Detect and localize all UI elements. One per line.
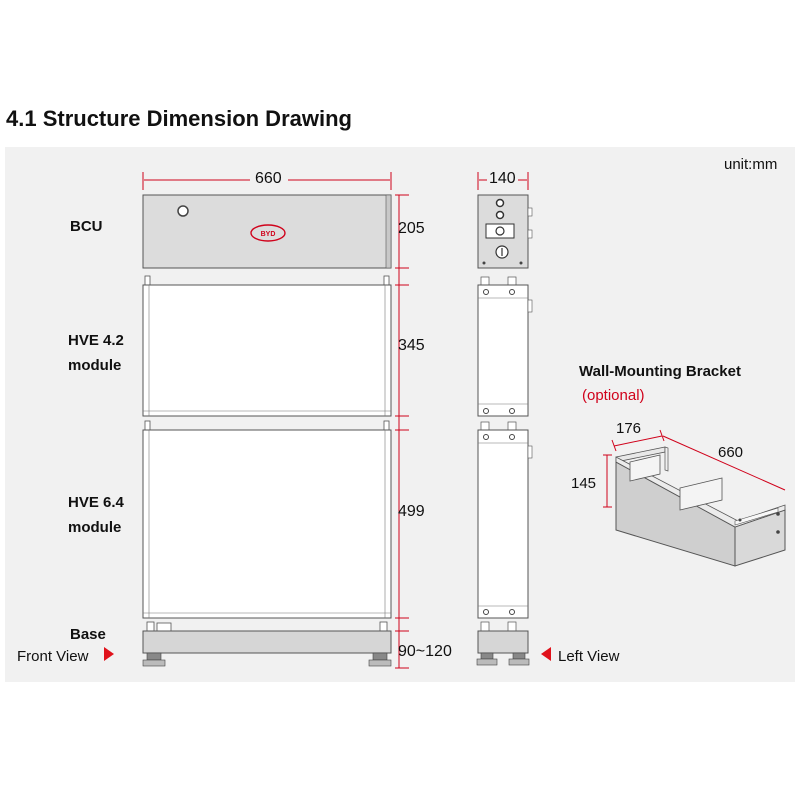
hve42-height-label: 345: [398, 337, 425, 354]
page-title: 4.1 Structure Dimension Drawing: [6, 106, 352, 131]
bcu-front: [143, 195, 391, 268]
unit-label: unit:mm: [724, 156, 778, 173]
bracket-depth-label: 176: [616, 420, 642, 437]
hve42-label: HVE 4.2: [68, 332, 124, 349]
front-width-label: 660: [255, 170, 282, 187]
side-width-label: 140: [489, 170, 516, 187]
hve42-module-label: module: [68, 357, 122, 374]
front-view-label: Front View: [17, 648, 89, 665]
hve64-front: [143, 421, 391, 618]
bracket-subtitle: (optional): [582, 387, 645, 404]
bcu-height-label: 205: [398, 220, 425, 237]
base-side: [477, 622, 529, 665]
byd-logo-text: BYD: [260, 231, 276, 238]
bcu-button-icon: [178, 206, 188, 216]
hve64-side: [478, 422, 532, 618]
hve64-height-label: 499: [398, 503, 425, 520]
front-view-arrow-icon: [104, 647, 114, 661]
base-front: [143, 622, 391, 666]
wall-bracket: [616, 447, 785, 566]
bracket-title: Wall-Mounting Bracket: [579, 363, 741, 380]
base-height-label: 90~120: [398, 643, 452, 660]
bracket-height-label: 145: [571, 475, 597, 492]
hve64-label: HVE 6.4: [68, 494, 124, 511]
hve64-module-label: module: [68, 519, 122, 536]
left-view-label: Left View: [558, 648, 620, 665]
base-label: Base: [70, 626, 106, 643]
bcu-label: BCU: [70, 218, 103, 235]
left-view-arrow-icon: [541, 647, 551, 661]
hve42-side: [478, 277, 532, 416]
bcu-side: [478, 195, 532, 268]
hve42-front: [143, 276, 391, 416]
height-dimension-line: [395, 195, 409, 668]
bracket-width-label: 660: [718, 444, 744, 461]
